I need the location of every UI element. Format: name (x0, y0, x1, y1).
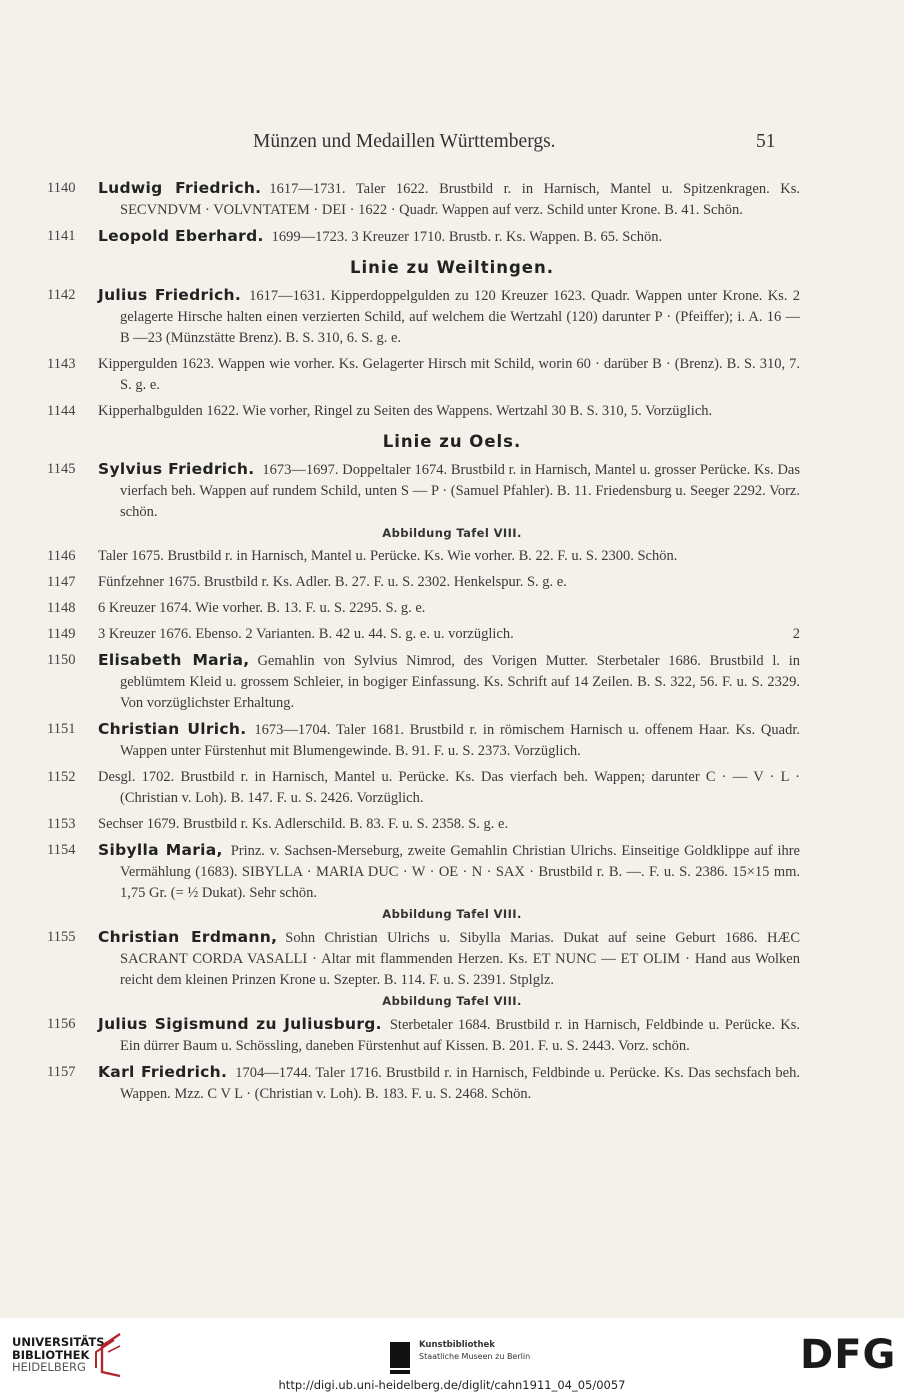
entry-number: 1157 (47, 1064, 76, 1080)
entry-number: 1142 (47, 287, 76, 303)
catalog-entry-1144 (0, 401, 904, 422)
entries-group-d (0, 650, 904, 904)
entry-number: 1140 (47, 180, 76, 196)
ub-line-2: BIBLIOTHEK (12, 1347, 90, 1362)
ub-line-3: HEIDELBERG (12, 1360, 86, 1374)
entry-number: 1150 (47, 652, 76, 668)
catalog-entry-1151 (0, 719, 904, 762)
catalog-entry-1145 (0, 459, 904, 523)
entry-text (98, 650, 800, 714)
entry-text (98, 226, 800, 248)
catalog-content (0, 178, 904, 1110)
entry-text (98, 354, 800, 396)
entries-group-b (0, 285, 904, 422)
entry-text (98, 1014, 800, 1057)
entry-text (98, 178, 800, 221)
entry-text (98, 459, 800, 523)
entry-number: 1148 (47, 600, 76, 616)
entry-description: 1617—1631. Kipperdoppelgulden zu 120 Kreuzer 1623. Quadr. Wappen unter Krone. Ks. 2 gelagerte Hirsche halten einen verzierten Schild, auf welchem die Wertzahl (120) darunter P · (Pfeiffer); i. A. 16 — B —23 (Münzstätte Brenz). B. S. 310, 6. S. g. e. (120, 288, 800, 346)
page-title: Münzen und Medaillen Württembergs. (253, 131, 556, 152)
catalog-entry-1149 (0, 624, 904, 645)
ub-heidelberg-logo-icon (90, 1332, 126, 1378)
entry-text (98, 1062, 800, 1105)
entry-number: 1145 (47, 461, 76, 477)
entry-number: 1144 (47, 403, 76, 419)
entry-number: 1155 (47, 929, 76, 945)
page-number: 51 (756, 131, 776, 152)
catalog-entry-1147 (0, 572, 904, 593)
plate-reference: Abbildung Tafel VIII. (382, 907, 522, 921)
entry-text (98, 840, 800, 904)
entry-description: 3 Kreuzer 1676. Ebenso. 2 Varianten. B. 42 u. 44. S. g. e. u. vorzüglich. (98, 626, 514, 642)
plate-reference: Abbildung Tafel VIII. (382, 994, 522, 1008)
entry-name: Sibylla Maria, (98, 841, 223, 859)
entry-number: 1156 (47, 1016, 76, 1032)
variant-count: 2 (792, 626, 800, 642)
entry-number: 1154 (47, 842, 76, 858)
entry-description: 1673—1697. Doppeltaler 1674. Brustbild r. in Harnisch, Mantel u. grosser Perücke. Ks. Das vierfach beh. Wappen auf rundem Schild, unten S — P · (Samuel Pfahler). B. 11. Friedensburg u. Seeger 2292. Vorz. schön. (120, 462, 800, 520)
entry-name: Leopold Eberhard. (98, 227, 264, 245)
entry-text (98, 767, 800, 809)
entry-number: 1153 (47, 816, 76, 832)
entry-number: 1149 (47, 626, 76, 642)
entry-description: 1673—1704. Taler 1681. Brustbild r. in römischem Harnisch u. offenem Haar. Ks. Quadr. Wappen unter Fürstenhut mit Blumengewinde. B. 91. F. u. S. 2373. Vorzüglich. (120, 722, 800, 759)
catalog-entry-1143 (0, 354, 904, 396)
catalog-entry-1150 (0, 650, 904, 714)
entry-name: Ludwig Friedrich. (98, 179, 262, 197)
entry-name: Christian Ulrich. (98, 720, 247, 738)
dfg-logo[interactable]: DFG (800, 1332, 897, 1378)
entry-description: Kipperhalbgulden 1622. Wie vorher, Ringel zu Seiten des Wappens. Wertzahl 30 B. S. 310, 5. Vorzüglich. (98, 403, 713, 419)
catalog-entry-1154 (0, 840, 904, 904)
entry-text (98, 927, 800, 991)
entry-number: 1147 (47, 574, 76, 590)
entry-text (98, 814, 800, 835)
entry-name: Karl Friedrich. (98, 1063, 228, 1081)
catalog-entry-1146 (0, 546, 904, 567)
entry-description: Gemahlin von Sylvius Nimrod, des Vorigen Mutter. Sterbetaler 1686. Brustbild l. in geblümtem Kleid u. grossem Schleier, in bogiger Einfassung. Ks. Schrift auf 14 Zeilen. B. S. 322, 56. F. u. S. 2329. Von vorzüglichster Erhaltung. (120, 653, 801, 711)
section-heading-oels: Linie zu Oels. (382, 432, 522, 451)
entry-text (98, 285, 800, 349)
page-header (0, 131, 904, 157)
entry-description: 1704—1744. Taler 1716. Brustbild r. in Harnisch, Feldbinde u. Perücke. Ks. Das sechsfach beh. Wappen. Mzz. C V L · (Christian v. Loh). B. 183. F. u. S. 2468. Schön. (120, 1065, 800, 1102)
plate-reference: Abbildung Tafel VIII. (382, 526, 522, 540)
entry-description: 6 Kreuzer 1674. Wie vorher. B. 13. F. u. S. 2295. S. g. e. (98, 600, 426, 616)
entry-name: Julius Friedrich. (98, 286, 242, 304)
catalog-entry-1155 (0, 927, 904, 991)
entry-description: Fünfzehner 1675. Brustbild r. Ks. Adler. B. 27. F. u. S. 2302. Henkelspur. S. g. e. (98, 574, 567, 590)
entry-number: 1152 (47, 769, 76, 785)
entry-text (98, 572, 800, 593)
entry-description: Desgl. 1702. Brustbild r. in Harnisch, Mantel u. Perücke. Ks. Das vierfach beh. Wappen; darunter C · — V · L · (Christian v. Loh). B. 147. F. u. S. 2426. Vorzüglich. (98, 769, 800, 806)
entry-description: Taler 1675. Brustbild r. in Harnisch, Mantel u. Perücke. Ks. Wie vorher. B. 22. F. u. S. 2300. Schön. (98, 548, 678, 564)
catalog-entry-1148 (0, 598, 904, 619)
kunstbibliothek-label[interactable] (419, 1340, 530, 1362)
catalog-entry-1152 (0, 767, 904, 809)
entry-description: Sterbetaler 1684. Brustbild r. in Harnisch, Feldbinde u. Perücke. Ks. Ein dürrer Baum u. Schössling, daneben Fürstenhut auf Kissen. B. 201. F. u. S. 2443. Vorz. schön. (120, 1017, 800, 1054)
entries-group-a (0, 178, 904, 248)
entry-text (98, 598, 800, 619)
catalog-entry-1156 (0, 1014, 904, 1057)
entry-name: Christian Erdmann, (98, 928, 278, 946)
entries-group-e (0, 1014, 904, 1105)
entry-description: 1699—1723. 3 Kreuzer 1710. Brustb. r. Ks. Wappen. B. 65. Schön. (271, 229, 663, 245)
entry-number: 1151 (47, 721, 76, 737)
entry-number: 1146 (47, 548, 76, 564)
kunstbibliothek-logo-icon (387, 1338, 413, 1380)
entry-description: Kippergulden 1623. Wappen wie vorher. Ks. Gelagerter Hirsch mit Schild, worin 60 · darüber B · (Brenz). B. S. 310, 7. S. g. e. (98, 356, 800, 393)
entry-number: 1141 (47, 228, 76, 244)
entry-description: Sohn Christian Ulrichs u. Sibylla Marias. Dukat auf seine Geburt 1686. HÆC SACRANT CORDA VASALLI · Altar mit flammenden Herzen. Ks. ET NUNC — ET OLIM · Hand aus Wolken reicht dem kleinen Prinzen Krone u. Szepter. B. 114. F. u. S. 2391. Stplglz. (120, 930, 800, 988)
entry-text (98, 719, 800, 762)
entry-name: Elisabeth Maria, (98, 651, 250, 669)
entry-number: 1143 (47, 356, 76, 372)
entry-description: 1617—1731. Taler 1622. Brustbild r. in Harnisch, Mantel u. Spitzenkragen. Ks. SECVNDVM · VOLVNTATEM · DEI · 1622 · Quadr. Wappen auf verz. Schild unter Krone. B. 41. Schön. (120, 181, 800, 218)
entries-group-c (0, 546, 904, 619)
catalog-entry-1157 (0, 1062, 904, 1105)
entry-name: Sylvius Friedrich. (98, 460, 255, 478)
entry-description: Prinz. v. Sachsen-Merseburg, zweite Gemahlin Christian Ulrichs. Einseitige Goldklippe auf ihre Vermählung (1683). SIBYLLA · MARIA DUC · W · OE · N · SAX · Brustbild r. B. —. F. u. S. 2386. 15×15 mm. 1,75 Gr. (= ½ Dukat). Sehr schön. (120, 843, 800, 901)
permalink-url[interactable]: http://digi.ub.uni-heidelberg.de/diglit/cahn1911_04_05/0057 (278, 1378, 626, 1392)
entry-text (98, 624, 800, 645)
ub-line-1: UNIVERSITÄTS- (12, 1335, 110, 1349)
section-heading-weiltingen: Linie zu Weiltingen. (349, 258, 555, 277)
entry-description: Sechser 1679. Brustbild r. Ks. Adlerschild. B. 83. F. u. S. 2358. S. g. e. (98, 816, 509, 832)
catalog-entry-1140 (0, 178, 904, 221)
catalog-entry-1141 (0, 226, 904, 248)
kunstbibliothek-subtitle: Staatliche Museen zu Berlin (419, 1352, 531, 1361)
catalog-entry-1153 (0, 814, 904, 835)
entry-text (98, 401, 800, 422)
entry-text (98, 546, 800, 567)
entry-name: Julius Sigismund zu Juliusburg. (98, 1015, 382, 1033)
kunstbibliothek-title: Kunstbibliothek (419, 1340, 495, 1350)
catalog-entry-1142 (0, 285, 904, 349)
